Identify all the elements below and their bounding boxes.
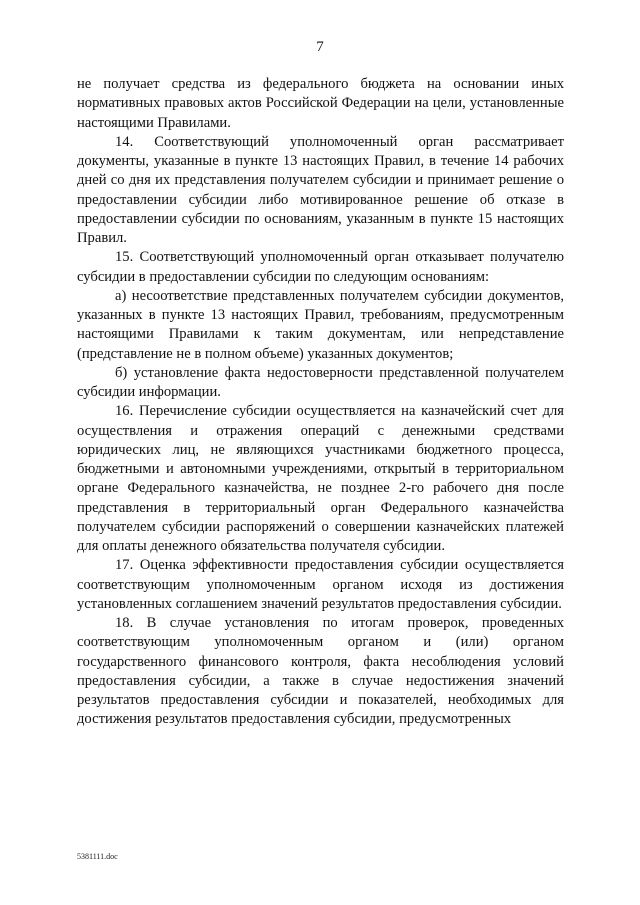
paragraph-continuation: не получает средства из федерального бюджета на основании иных нормативных правовых актов Российской Федерации на цели, установленные настоящими Правилами. [77, 76, 564, 131]
paragraph-clause-17: 17. Оценка эффективности предоставления субсидии осуществляется соответствующим уполномоченным органом исходя из достижения установленных соглашением значений результатов предоставления субсидии. [77, 557, 564, 612]
paragraph-clause-16: 16. Перечисление субсидии осуществляется на казначейский счет для осуществления и отражения операций с денежными средствами юридических лиц, не являющихся участниками бюджетного процесса, бюджетными и автономными учреждениями, открытый в территориальном органе Федерального казначейства, не позднее 2-го рабочего дня после представления в территориальный орган Федерального казначейства получателем субсидии распоряжений о совершении казначейских платежей для оплаты денежного обязательства получателя субсидии. [77, 403, 564, 554]
paragraph-clause-15-b: б) установление факта недостоверности представленной получателем субсидии информации. [77, 364, 564, 400]
page-number: 7 [316, 39, 324, 55]
paragraph-clause-15-a: а) несоответствие представленных получателем субсидии документов, указанных в пункте 13 настоящих Правил, требованиям, предусмотренным настоящими Правилами к таким документам, или непредставление (представление не в полном объеме) указанных документов; [77, 287, 564, 362]
paragraph-clause-15: 15. Соответствующий уполномоченный орган отказывает получателю субсидии в предоставлении субсидии по следующим основаниям: [77, 249, 564, 285]
paragraph-clause-14: 14. Соответствующий уполномоченный орган рассматривает документы, указанные в пункте 13 настоящих Правил, в течение 14 рабочих дней со дня их представления получателем субсидии и принимает решение о предоставлении субсидии либо мотивированное решение об отказе в предоставлении субсидии по основаниям, указанным в пункте 15 настоящих Правил. [77, 133, 564, 246]
paragraph-clause-18: 18. В случае установления по итогам проверок, проведенных соответствующим уполномоченным органом и (или) органом государственного финансового контроля, факта несоблюдения условий предоставления субсидии, а также в случае недостижения значений результатов предоставления субсидии и показателей, необходимых для достижения результатов предоставления субсидии, предусмотренных [77, 615, 564, 728]
footer-filename: 5381111.doc [77, 852, 118, 861]
document-body [77, 75, 564, 730]
